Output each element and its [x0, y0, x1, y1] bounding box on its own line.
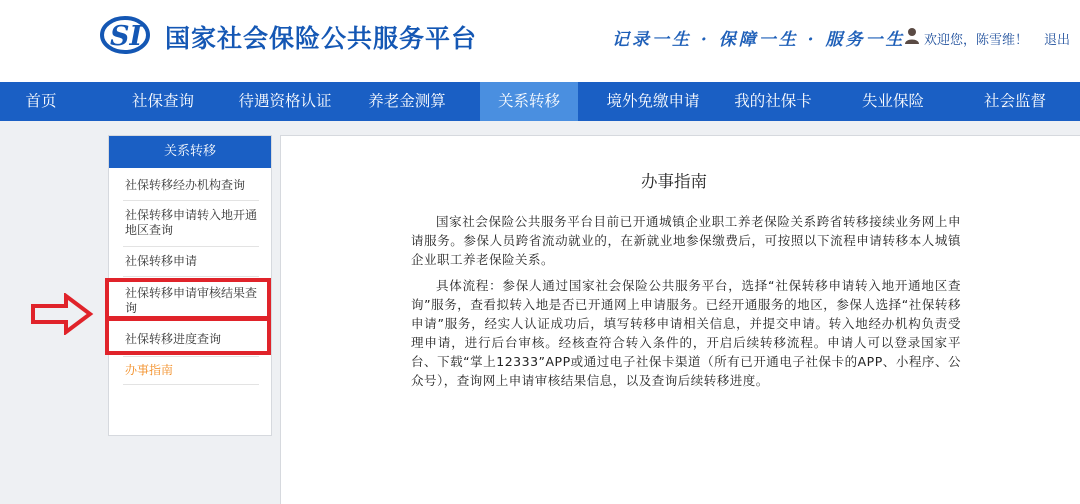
divider — [123, 276, 259, 277]
welcome-text: 欢迎您，陈雪维！ — [924, 33, 1029, 48]
nav-item-social-query[interactable]: 社保查询 — [131, 92, 194, 110]
sidebar-item-guide[interactable]: 办事指南 — [125, 363, 174, 377]
divider — [123, 356, 259, 357]
svg-text:SI: SI — [110, 21, 143, 52]
site-header — [0, 0, 1080, 82]
main-panel — [280, 135, 1080, 504]
sidebar-item-apply[interactable]: 社保转移申请 — [125, 254, 198, 268]
nav-item-overseas[interactable]: 境外免缴申请 — [606, 92, 700, 110]
guide-paragraph-intro: 国家社会保险公共服务平台目前已开通城镇企业职工养老保险关系跨省转移接续业务网上申请服务。参保人员跨省流动就业的，在新就业地参保缴费后，可按照以下流程申请转移本人城镇企业职工养老保险关系。 — [411, 214, 961, 267]
nav-item-transfer[interactable]: 关系转移 — [480, 82, 578, 121]
guide-paragraph-process: 具体流程：参保人通过国家社会保险公共服务平台，选择“社保转移申请转入地开通地区查询”服务，查看拟转入地是否已开通网上申请服务。已经开通服务的地区，参保人选择“社保转移申请”服务，经实人认证成功后，填写转移申请相关信息，并提交申请。转入地经办机构负责受理申请，进行后台审核。经核查符合转入条件的，开启后续转移流程。申请人可以登录国家平台、下载“掌上12333”APP或通过电子社保卡渠道（所有已开通电子社保卡的APP、小程序、公众号），查询网上申请审核结果信息，以及查询后续转移进度。 — [411, 278, 961, 388]
site-title[interactable]: 国家社会保险公共服务平台 — [165, 24, 478, 53]
right-arrow-icon — [30, 293, 94, 335]
nav-item-home[interactable]: 首页 — [25, 92, 57, 110]
user-icon — [904, 27, 920, 45]
divider — [123, 246, 259, 247]
logout-link[interactable]: 退出 — [1044, 33, 1071, 48]
si-logo-icon[interactable] — [100, 14, 150, 56]
main-nav — [0, 82, 1080, 121]
nav-item-my-card[interactable]: 我的社保卡 — [734, 92, 812, 110]
nav-item-supervision[interactable]: 社会监督 — [983, 92, 1046, 110]
highlight-box-review-result — [105, 278, 271, 320]
sidebar-item-review-result-query[interactable]: 社保转移申请审核结果查询 — [125, 286, 258, 315]
sidebar-title: 关系转移 — [109, 136, 271, 168]
nav-item-pension-calc[interactable]: 养老金测算 — [368, 92, 446, 110]
slogan: 记录一生 · 保障一生 · 服务一生 — [612, 30, 906, 50]
sidebar-item-progress-query[interactable]: 社保转移进度查询 — [125, 332, 222, 346]
divider — [123, 200, 259, 201]
highlight-box-progress — [105, 317, 271, 355]
sidebar-item-area-query[interactable]: 社保转移申请转入地开通地区查询 — [125, 208, 258, 237]
divider — [123, 384, 259, 385]
nav-item-eligibility[interactable]: 待遇资格认证 — [238, 92, 332, 110]
nav-item-unemployment[interactable]: 失业保险 — [861, 92, 924, 110]
page-title: 办事指南 — [641, 172, 707, 191]
sidebar-item-agency-query[interactable]: 社保转移经办机构查询 — [125, 178, 246, 192]
